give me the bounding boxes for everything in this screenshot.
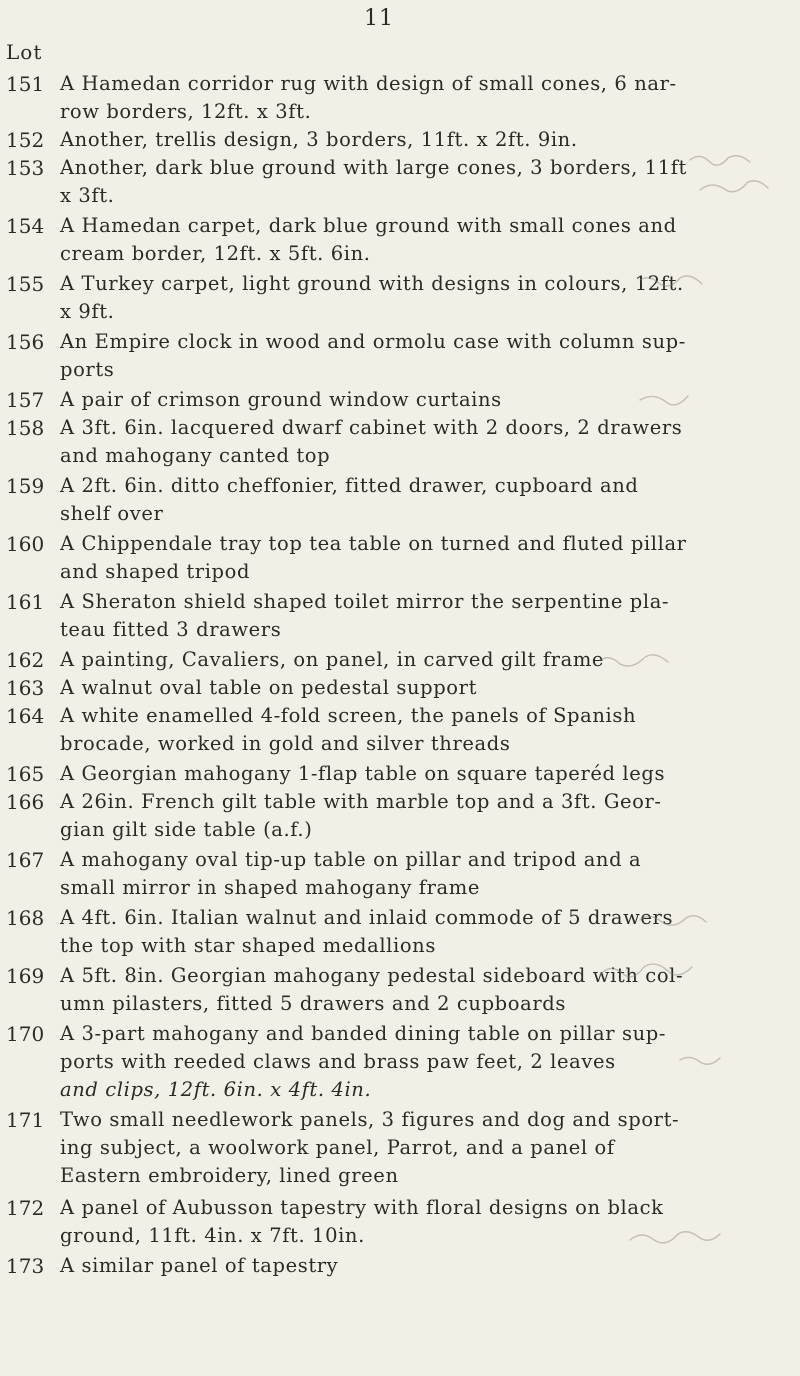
lot-line: Two small needlework panels, 3 figures and dog and sport- <box>60 1108 680 1131</box>
lot-line: ports with reeded claws and brass paw feet, 2 leaves <box>60 1050 616 1073</box>
lot-line: ground, 11ft. 4in. x 7ft. 10in. <box>60 1224 365 1247</box>
lot-number: 163 <box>6 676 45 700</box>
lot-line: brocade, worked in gold and silver threads <box>60 732 511 755</box>
lot-number: 164 <box>6 704 45 728</box>
lot-description <box>60 788 740 844</box>
lot-line: A mahogany oval tip-up table on pillar and tripod and a <box>60 848 642 871</box>
lot-line: and shaped tripod <box>60 560 251 583</box>
lot-line: x 9ft. <box>60 300 115 323</box>
lot-description <box>60 414 740 470</box>
lot-number: 152 <box>6 128 45 152</box>
lot-description <box>60 1252 740 1280</box>
lot-line: teau fitted 3 drawers <box>60 618 282 641</box>
lot-line: A 3-part mahogany and banded dining table on pillar sup- <box>60 1022 667 1045</box>
lot-line: A white enamelled 4-fold screen, the panels of Spanish <box>60 704 637 727</box>
lot-description <box>60 646 740 674</box>
lot-description <box>60 270 740 326</box>
lot-line: A Georgian mahogany 1-flap table on square taperéd legs <box>60 762 666 785</box>
lot-number: 153 <box>6 156 45 180</box>
lot-description <box>60 530 740 586</box>
lot-line: Another, dark blue ground with large cones, 3 borders, 11ft <box>60 156 687 179</box>
lot-description <box>60 588 740 644</box>
lot-line: and clips, 12ft. 6in. x 4ft. 4in. <box>60 1078 372 1101</box>
lot-number: 166 <box>6 790 45 814</box>
lot-description <box>60 472 740 528</box>
lot-number: 158 <box>6 416 45 440</box>
lot-line: ports <box>60 358 115 381</box>
lot-line: A Chippendale tray top tea table on turned and fluted pillar <box>60 532 687 555</box>
lot-description <box>60 328 740 384</box>
lot-line: A 2ft. 6in. ditto cheffonier, fitted drawer, cupboard and <box>60 474 639 497</box>
lot-description <box>60 212 740 268</box>
lot-number: 168 <box>6 906 45 930</box>
lot-line: x 3ft. <box>60 184 115 207</box>
lot-number: 161 <box>6 590 45 614</box>
lot-description <box>60 1106 740 1190</box>
lot-line: An Empire clock in wood and ormolu case with column sup- <box>60 330 686 353</box>
lot-description <box>60 126 740 154</box>
lot-line: row borders, 12ft. x 3ft. <box>60 100 312 123</box>
lot-description <box>60 1020 740 1104</box>
lot-number: 151 <box>6 72 45 96</box>
lot-line: and mahogany canted top <box>60 444 331 467</box>
lot-line: small mirror in shaped mahogany frame <box>60 876 481 899</box>
lot-line: A 4ft. 6in. Italian walnut and inlaid commode of 5 drawers <box>60 906 674 929</box>
lot-description <box>60 962 740 1018</box>
lot-line: A painting, Cavaliers, on panel, in carved gilt frame <box>60 648 605 671</box>
lot-number: 173 <box>6 1254 45 1278</box>
lot-number: 171 <box>6 1108 45 1132</box>
lot-line: A Hamedan carpet, dark blue ground with small cones and <box>60 214 677 237</box>
lot-number: 165 <box>6 762 45 786</box>
lot-line: Eastern embroidery, lined green <box>60 1164 399 1187</box>
lot-number: 162 <box>6 648 45 672</box>
lot-line: ing subject, a woolwork panel, Parrot, and a panel of <box>60 1136 615 1159</box>
lot-line: A 3ft. 6in. lacquered dwarf cabinet with 2 doors, 2 drawers <box>60 416 683 439</box>
lot-number: 167 <box>6 848 45 872</box>
lot-line: Another, trellis design, 3 borders, 11ft. x 2ft. 9in. <box>60 128 578 151</box>
page-number: 11 <box>364 6 394 31</box>
lot-column-header: Lot <box>6 40 43 64</box>
lot-description <box>60 1194 740 1250</box>
lot-line: A walnut oval table on pedestal support <box>60 676 477 699</box>
lot-line: umn pilasters, fitted 5 drawers and 2 cupboards <box>60 992 566 1015</box>
lot-line: A Sheraton shield shaped toilet mirror the serpentine pla- <box>60 590 670 613</box>
lot-number: 156 <box>6 330 45 354</box>
lot-description <box>60 760 740 788</box>
lot-number: 157 <box>6 388 45 412</box>
lot-line: gian gilt side table (a.f.) <box>60 818 313 841</box>
lot-number: 170 <box>6 1022 45 1046</box>
lot-description <box>60 846 740 902</box>
lot-description <box>60 904 740 960</box>
lot-description <box>60 386 740 414</box>
lot-number: 172 <box>6 1196 45 1220</box>
lot-line: A Hamedan corridor rug with design of small cones, 6 nar- <box>60 72 677 95</box>
lot-description <box>60 154 740 210</box>
lot-line: A 26in. French gilt table with marble top and a 3ft. Geor- <box>60 790 662 813</box>
lot-number: 154 <box>6 214 45 238</box>
lot-description <box>60 702 740 758</box>
lot-number: 169 <box>6 964 45 988</box>
lot-line: A similar panel of tapestry <box>60 1254 339 1277</box>
lot-line: A Turkey carpet, light ground with designs in colours, 12ft. <box>60 272 684 295</box>
lot-description <box>60 674 740 702</box>
lot-line: A panel of Aubusson tapestry with floral designs on black <box>60 1196 664 1219</box>
lot-line: shelf over <box>60 502 164 525</box>
lot-number: 159 <box>6 474 45 498</box>
lot-line: the top with star shaped medallions <box>60 934 436 957</box>
lot-description <box>60 70 740 126</box>
lot-line: A 5ft. 8in. Georgian mahogany pedestal sideboard with col- <box>60 964 684 987</box>
lot-line: A pair of crimson ground window curtains <box>60 388 502 411</box>
lot-number: 160 <box>6 532 45 556</box>
lot-number: 155 <box>6 272 45 296</box>
lot-line: cream border, 12ft. x 5ft. 6in. <box>60 242 371 265</box>
